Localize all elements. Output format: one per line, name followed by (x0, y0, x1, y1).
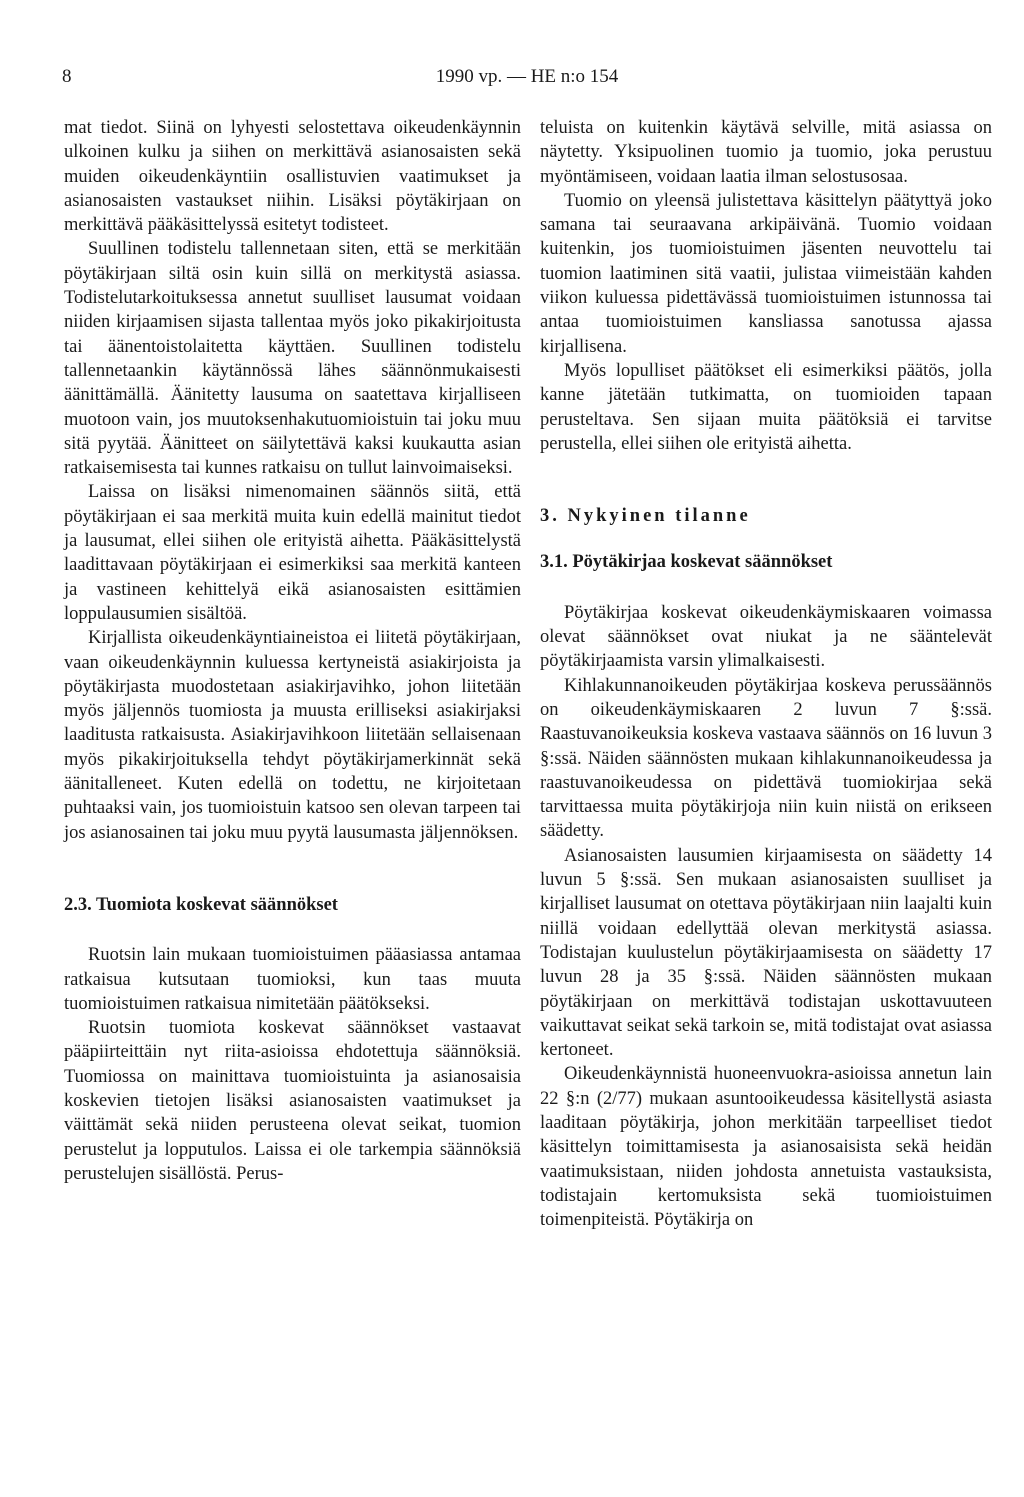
paragraph: Kirjallista oikeudenkäyntiaineistoa ei liitetä pöytäkirjaan, vaan oikeudenkäynnin kuluessa kertyneistä asiakirjoista ja pöytäkirjasta muodostetaan asiakirjavihko, johon liitetään myös jäljennös tuomiosta ja muusta erilliseksi asiakirjaksi laaditusta ratkaisusta. Asiakirjavihkoon liitetään sellaisenaan myös pikakirjoituksella tehdyt pöytäkirjamerkinnät sekä äänitalleneet. Kuten edellä on todettu, ne kirjoitetaan puhtaaksi vain, jos tuomioistuin katsoo sen olevan tarpeen tai jos asianosainen tai joku muu pyytä lausumasta jäljennöksen. (64, 628, 521, 843)
spacer (64, 917, 521, 943)
right-column (540, 116, 992, 1232)
section-heading-2-3: 2.3. Tuomiota koskevat säännökset (64, 894, 338, 915)
paragraph: Tuomio on yleensä julistettava käsittelyn päätyttyä joko samana tai seuraavana arkipäivänä. Tuomio voidaan kuitenkin, jos tuomioistuimen jäsenten neuvottelu tai tuomion laatiminen sitä vaatii, julistaa viimeistään kahden viikon kuluessa pidettävässä tuomioistuimen istunnossa tai antaa tuomioistuimen kansliassa sanotussa ajassa kirjallisena. (540, 190, 992, 357)
running-title: 1990 vp. — HE n:o 154 (435, 66, 619, 87)
page-number: 8 (62, 66, 72, 87)
spacer (540, 456, 992, 504)
spacer (540, 575, 992, 601)
section-heading-3: 3. Nykyinen tilanne (540, 506, 751, 527)
paragraph: Ruotsin tuomiota koskevat säännökset vastaavat pääpiirteittäin nyt riita-asioissa ehdotettuja säännöksiä. Tuomiossa on mainittava tuomioistuinta ja asianosaisia koskevien tietojen lisäksi asianosaisten vaatimukset ja väittämät sekä niiden perusteena olevat seikat, tuomion perustelut ja lopputulos. Laissa ei ole tarkempia säännöksiä perustelujen sisällöstä. Perus- (64, 1018, 521, 1184)
paragraph: Oikeudenkäynnistä huoneenvuokra-asioissa annetun lain 22 §:n (2/77) mukaan asuntooikeudessa käsitellystä asiasta laaditaan pöytäkirja, johon merkitään tarpeelliset tiedot käsittelyn toimittamisesta ja asianosaisista sekä heidän vaatimuksistaan, niiden johdosta annetuista vastauksista, todistajain kertomuksista sekä tuomioistuimen toimenpiteistä. Pöytäkirja on (540, 1064, 992, 1231)
paragraph: Suullinen todistelu tallennetaan siten, että se merkitään pöytäkirjaan siltä osin kuin sillä on merkitystä asiassa. Todistelutarkoituksessa annetut suulliset lausumat voidaan niiden kirjaamisen sijasta tallentaa myös joko pikakirjoitusta tai äänentoistolaitetta käyttäen. Suullinen todistelu tallennetaankin käytännössä lähes säännönmukaisesti äänittämällä. Äänitetty lausuma on saatettava kirjalliseen muotoon vain, jos muutoksenhakutuomioistuin tai joku muu sitä pyytää. Äänitteet on säilytettävä kaksi kuukautta asian ratkaisemisesta tai kunnes ratkaisu on tullut lainvoimaiseksi. (64, 239, 521, 479)
section-heading-3-1: 3.1. Pöytäkirjaa koskevat säännökset (540, 552, 833, 573)
spacer (540, 528, 992, 550)
paragraph: Myös lopulliset päätökset eli esimerkiksi päätös, jolla kanne jätetään tutkimatta, on tuomioiden tapaan perusteltava. Sen sijaan muita päätöksiä ei tarvitse perustella, ellei siihen ole erityistä aihetta. (540, 360, 992, 454)
paragraph: teluista on kuitenkin käytävä selville, mitä asiassa on näytetty. Yksipuolinen tuomio ja tuomio, joka perustuu myöntämiseen, voidaan laatia ilman selostusosaa. (540, 118, 992, 187)
paragraph: Pöytäkirjaa koskevat oikeudenkäymiskaaren voimassa olevat säännökset ovat niukat ja ne sääntelevät pöytäkirjaamista varsin ylimalkaisesti. (540, 602, 992, 672)
left-column (64, 116, 521, 1186)
spacer (64, 845, 521, 893)
paragraph: mat tiedot. Siinä on lyhyesti selostettava oikeudenkäynnin ulkoinen kulku ja siihen on merkittävä asianosaisten sekä muiden oikeudenkäyntiin osallistuvien vaatimukset ja asianosaisten vastaukset niihin. Lisäksi pöytäkirjaan on merkittävä pääkäsittelyssä esitetyt todisteet. (64, 118, 521, 236)
paragraph: Kihlakunnanoikeuden pöytäkirjaa koskeva perussäännös on oikeudenkäymiskaaren 2 luvun 7 §:ssä. Raastuvanoikeuksia koskeva vastaava säännös on 16 luvun 3 §:ssä. Näiden säännösten mukaan kihlakunnanoikeudessa ja raastuvanoikeudessa on pidettävä tuomiokirjaa sekä tarvittaessa muita pöytäkirjoja niin kuin niistä on erikseen säädetty. (540, 675, 992, 842)
paragraph: Ruotsin lain mukaan tuomioistuimen pääasiassa antamaa ratkaisua kutsutaan tuomioksi, kun taas muuta tuomioistuimen ratkaisua nimitetään päätökseksi. (64, 945, 521, 1014)
paragraph: Laissa on lisäksi nimenomainen säännös siitä, että pöytäkirjaan ei saa merkitä muita kuin edellä mainitut tiedot ja lausumat, ellei siihen ole erityistä aihetta. Pääkäsittelystä laadittavaan pöytäkirjaan ei esimerkiksi saa merkitä kanteen ja vastineen kehittelyä eikä asianosaisten esittämien loppulausumien sisältöä. (64, 482, 521, 624)
paragraph: Asianosaisten lausumien kirjaamisesta on säädetty 14 luvun 5 §:ssä. Sen mukaan asianosaisten suulliset ja kirjalliset lausumat on otettava pöytäkirjaan niin laajalti kuin niillä voidaan edellyttää olevan merkitystä asiassa. Todistajan kuulustelun pöytäkirjaamisesta on säädetty 17 luvun 28 ja 35 §:ssä. Näiden säännösten mukaan pöytäkirjaan on merkittävä todistajan uskottavuuteen vaikuttavat seikat sekä tarkoin se, mitä todistajat ovat asiassa kertoneet. (540, 845, 992, 1061)
page-header (62, 66, 992, 96)
